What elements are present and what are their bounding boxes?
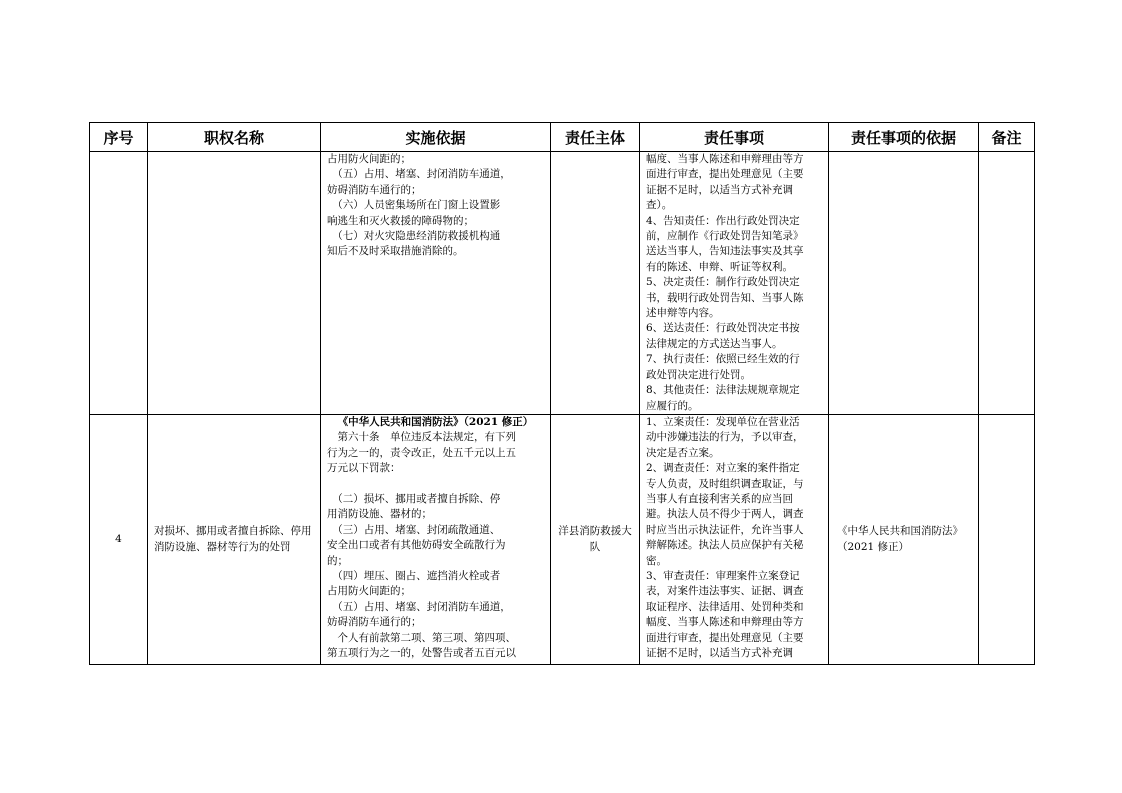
- basis-line: 第五项行为之一的，处警告或者五百元以: [327, 647, 516, 660]
- duty-line: 幅度、当事人陈述和申辩理由等方: [646, 153, 804, 165]
- header-subject: 责任主体: [551, 123, 640, 152]
- cell-remarks: [979, 415, 1035, 665]
- duty-line: 7、执行责任：依照已经生效的行: [646, 353, 800, 366]
- duty-line: 6、送达责任：行政处罚决定书按: [646, 322, 800, 335]
- basis-line: 安全出口或者有其他妨碍安全疏散行为: [327, 539, 506, 552]
- basis-line: （五）占用、堵塞、封闭消防车通道，: [327, 168, 511, 181]
- duty-table: [89, 122, 1035, 665]
- basis-line: （二）损坏、挪用或者擅自拆除、停: [327, 493, 501, 506]
- duty-line: 幅度、当事人陈述和申辩理由等方: [646, 616, 804, 629]
- cell-duty-basis: [829, 152, 979, 415]
- duty-line: 辩解陈述。执法人员应保护有关秘: [646, 539, 804, 552]
- basis-line: （五）占用、堵塞、封闭消防车通道，: [327, 600, 511, 613]
- table-row: [90, 152, 1035, 415]
- duty-line: 取证程序、法律适用、处罚种类和: [646, 600, 804, 613]
- duty-line: 书，载明行政处罚告知、当事人陈: [646, 291, 804, 304]
- cell-seq: [90, 152, 148, 415]
- duty-line: 8、其他责任：法律法规规章规定: [646, 384, 800, 397]
- header-duties: 责任事项: [640, 123, 829, 152]
- cell-subject: 洋县消防救援大队: [551, 415, 640, 665]
- cell-name: 对损坏、挪用或者擅自拆除、停用消防设施、器材等行为的处罚: [148, 415, 321, 665]
- duty-line: 专人负责，及时组织调查取证，与: [646, 477, 804, 490]
- duty-line: 5、决定责任：制作行政处罚决定: [646, 276, 800, 289]
- duty-line: 表，对案件违法事实、证据、调查: [646, 585, 804, 598]
- cell-remarks: [979, 152, 1035, 415]
- header-basis: 实施依据: [321, 123, 551, 152]
- basis-line: 占用防火间距的；: [327, 153, 411, 165]
- duty-line: 面进行审查，提出处理意见（主要: [646, 168, 804, 181]
- basis-line: 占用防火间距的；: [327, 585, 411, 598]
- duty-line: 2、调查责任：对立案的案件指定: [646, 462, 800, 475]
- basis-line: （四）埋压、圈占、遮挡消火栓或者: [327, 570, 501, 583]
- duty-line: 有的陈述、申辩、听证等权利。: [646, 260, 793, 273]
- header-duty-basis: 责任事项的依据: [829, 123, 979, 152]
- cell-name: [148, 152, 321, 415]
- duty-line: 当事人有直接利害关系的应当回: [646, 493, 793, 506]
- basis-line: 的；: [327, 554, 348, 567]
- duty-line: 应履行的。: [646, 399, 699, 412]
- basis-line: 行为之一的，责令改正，处五千元以上五: [327, 446, 516, 459]
- cell-duty-basis: 《中华人民共和国消防法》（2021 修正）: [829, 415, 979, 665]
- table-row: [90, 415, 1035, 665]
- duty-line: 4、告知责任：作出行政处罚决定: [646, 214, 800, 227]
- cell-seq: 4: [90, 415, 148, 665]
- duty-line: 3、审查责任：审理案件立案登记: [646, 570, 800, 583]
- duty-line: 政处罚决定进行处罚。: [646, 368, 751, 381]
- duty-line: 1、立案责任：发现单位在营业活: [646, 416, 800, 428]
- cell-duties: [640, 152, 829, 415]
- basis-line: 知后不及时采取措施消除的。: [327, 245, 464, 258]
- duty-line: 查）。: [646, 199, 673, 212]
- duty-line: 密。: [646, 554, 667, 567]
- basis-line: 个人有前款第二项、第三项、第四项、: [327, 631, 516, 644]
- duty-line: 前，应制作《行政处罚告知笔录》: [646, 230, 804, 243]
- basis-line: （七）对火灾隐患经消防救援机构通: [327, 230, 501, 243]
- basis-line: （三）占用、堵塞、封闭疏散通道、: [327, 523, 501, 536]
- cell-subject: [551, 152, 640, 415]
- duty-line: 述申辩等内容。: [646, 307, 720, 320]
- header-name: 职权名称: [148, 123, 321, 152]
- duty-line: 时应当出示执法证件，允许当事人: [646, 523, 804, 536]
- duty-line: 送达当事人，告知违法事实及其享: [646, 245, 804, 258]
- basis-line: 妨碍消防车通行的；: [327, 183, 422, 196]
- duty-line: 法律规定的方式送达当事人。: [646, 337, 783, 350]
- duty-line: 决定是否立案。: [646, 446, 720, 459]
- header-row: [90, 123, 1035, 152]
- cell-basis: [321, 415, 551, 665]
- basis-line: 用消防设施、器材的；: [327, 508, 432, 521]
- basis-blank-line: [327, 477, 544, 492]
- basis-line: 妨碍消防车通行的；: [327, 616, 422, 629]
- basis-line: （六）人员密集场所在门窗上设置影: [327, 199, 501, 212]
- duty-line: 动中涉嫌违法的行为，予以审查，: [646, 431, 804, 444]
- basis-line: 万元以下罚款：: [327, 462, 401, 475]
- duty-line: 面进行审查，提出处理意见（主要: [646, 631, 804, 644]
- duty-line: 避。执法人员不得少于两人，调查: [646, 508, 804, 521]
- duty-line: 证据不足时，以适当方式补充调: [646, 647, 793, 660]
- basis-line: 第六十条 单位违反本法规定，有下列: [327, 431, 516, 444]
- cell-basis: [321, 152, 551, 415]
- basis-line: 响逃生和灭火救援的障碍物的；: [327, 214, 474, 227]
- basis-title: 《中华人民共和国消防法》（2021 修正）: [337, 416, 534, 428]
- header-remarks: 备注: [979, 123, 1035, 152]
- cell-duties: [640, 415, 829, 665]
- duty-line: 证据不足时，以适当方式补充调: [646, 183, 793, 196]
- header-seq: 序号: [90, 123, 148, 152]
